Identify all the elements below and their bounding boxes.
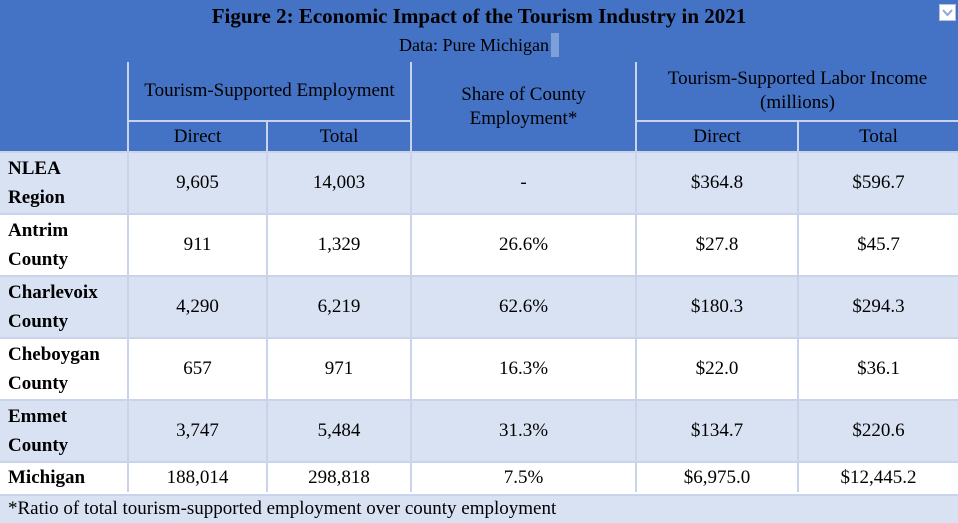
row-name: Charlevoix County <box>0 276 128 338</box>
figure-header <box>0 0 958 62</box>
row-name: Michigan <box>0 462 128 492</box>
chevron-down-icon <box>940 5 955 20</box>
emp-direct-cell: 657 <box>128 338 267 400</box>
inc-direct-cell: $27.8 <box>636 214 798 276</box>
table-row <box>0 462 958 492</box>
inc-total-cell: $596.7 <box>798 152 958 214</box>
share-cell: - <box>411 152 636 214</box>
emp-total-cell: 6,219 <box>267 276 411 338</box>
table-row <box>0 338 958 400</box>
income-total-header: Total <box>798 121 958 152</box>
table-row <box>0 152 958 214</box>
header-row-1 <box>0 62 958 121</box>
inc-direct-cell: $22.0 <box>636 338 798 400</box>
inc-total-cell: $12,445.2 <box>798 462 958 492</box>
share-cell: 62.6% <box>411 276 636 338</box>
impact-table <box>0 62 958 492</box>
share-header: Share of County Employment* <box>411 62 636 152</box>
share-cell: 16.3% <box>411 338 636 400</box>
employment-direct-header: Direct <box>128 121 267 152</box>
table-row <box>0 400 958 462</box>
emp-direct-cell: 188,014 <box>128 462 267 492</box>
inc-direct-cell: $134.7 <box>636 400 798 462</box>
corner-cell <box>0 62 128 121</box>
dropdown-button[interactable] <box>939 4 956 21</box>
row-name: Cheboygan County <box>0 338 128 400</box>
row-name: Antrim County <box>0 214 128 276</box>
inc-direct-cell: $180.3 <box>636 276 798 338</box>
share-cell: 31.3% <box>411 400 636 462</box>
employment-group-header: Tourism-Supported Employment <box>128 62 411 121</box>
income-direct-header: Direct <box>636 121 798 152</box>
emp-direct-cell: 4,290 <box>128 276 267 338</box>
emp-total-cell: 971 <box>267 338 411 400</box>
emp-direct-cell: 911 <box>128 214 267 276</box>
corner-cell-lower <box>0 121 128 152</box>
figure-subtitle <box>0 33 958 57</box>
inc-total-cell: $45.7 <box>798 214 958 276</box>
employment-total-header: Total <box>267 121 411 152</box>
share-cell: 7.5% <box>411 462 636 492</box>
emp-total-cell: 5,484 <box>267 400 411 462</box>
inc-direct-cell: $364.8 <box>636 152 798 214</box>
table-row <box>0 214 958 276</box>
inc-total-cell: $220.6 <box>798 400 958 462</box>
inc-direct-cell: $6,975.0 <box>636 462 798 492</box>
table-row <box>0 276 958 338</box>
emp-direct-cell: 9,605 <box>128 152 267 214</box>
figure-title: Figure 2: Economic Impact of the Tourism Industry in 2021 <box>211 4 747 28</box>
emp-total-cell: 298,818 <box>267 462 411 492</box>
row-name: NLEA Region <box>0 152 128 214</box>
footnote: *Ratio of total tourism-supported employment over county employment <box>0 494 958 523</box>
row-name: Emmet County <box>0 400 128 462</box>
emp-total-cell: 1,329 <box>267 214 411 276</box>
data-source: Data: Pure Michigan <box>399 35 549 55</box>
emp-direct-cell: 3,747 <box>128 400 267 462</box>
labor-income-group-header: Tourism-Supported Labor Income (millions) <box>636 62 958 121</box>
inc-total-cell: $36.1 <box>798 338 958 400</box>
text-cursor <box>551 33 559 57</box>
inc-total-cell: $294.3 <box>798 276 958 338</box>
share-cell: 26.6% <box>411 214 636 276</box>
emp-total-cell: 14,003 <box>267 152 411 214</box>
